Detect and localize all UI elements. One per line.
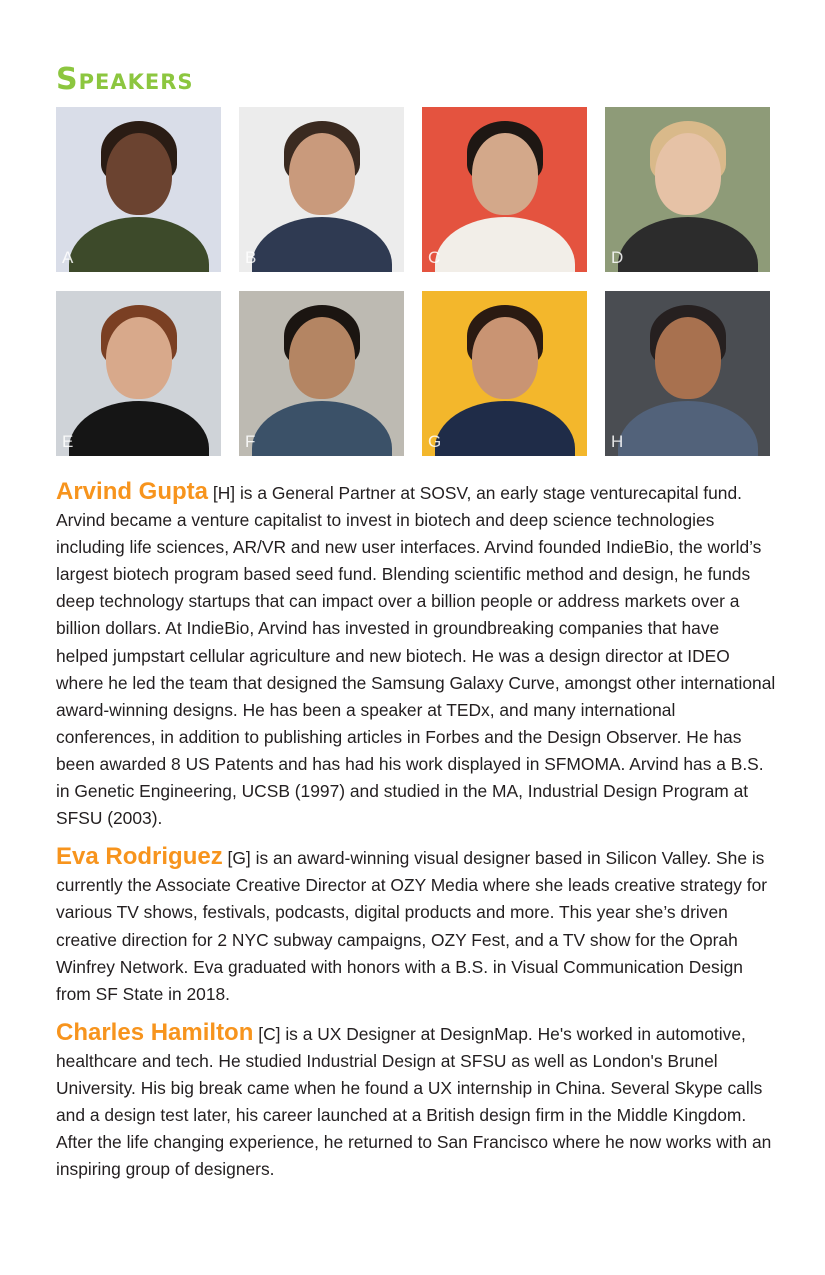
bio-text: is an award-winning visual designer based in Silicon Valley. She is currently the Associate Creative Director at OZY Media where she leads creative strategy for various TV shows, festivals, podcasts, digital products and more. This year she’s driven creative direction for 2 NYC subway campaigns, OZY Fest, and a TV show for the Oprah Winfrey Network. Eva graduated with honors with a B.S. in Visual Communication Design from SF State in 2018. <box>56 848 768 1004</box>
speaker-bios <box>56 478 776 1194</box>
photo-reference: [H] <box>212 483 236 503</box>
bio-text: is a UX Designer at DesignMap. He's worked in automotive, healthcare and tech. He studied Industrial Design at SFSU as well as London's Brunel University. His big break came when he found a UX internship in China. Several Skype calls and a design test later, his career launched at a British design firm in the Middle Kingdom. After the life changing experience, he returned to San Francisco where he now works with an inspiring group of designers. <box>56 1023 772 1180</box>
photo-letter: A <box>62 248 74 267</box>
photo-letter: H <box>611 432 624 451</box>
speaker-name: Eva Rodriguez <box>56 843 223 871</box>
speaker-photo-grid <box>56 107 770 456</box>
speaker-name: Arvind Gupta <box>56 478 209 505</box>
photo-letter: C <box>428 248 441 267</box>
photo-letter: E <box>62 432 74 451</box>
speaker-photo <box>56 291 221 456</box>
photo-letter: G <box>428 432 442 451</box>
speaker-bio <box>56 478 776 832</box>
speaker-photo <box>239 291 404 456</box>
bio-text: is a General Partner at SOSV, an early stage venturecapital fund. Arvind became a venture capitalist to invest in biotech and deep science technologies including life sciences, AR/VR and new user interfaces. Arvind founded IndieBio, the world’s largest biotech program based seed fund. Blending scientific method and design, he funds deep technology startups that can impact over a billion people or address markets over a billion dollars. At IndieBio, Arvind has invested in groundbreaking companies that have helped jumpstart cellular agriculture and new biotech. He was a design director at IDEO where he led the team that designed the Samsung Galaxy Curve, amongst other international award-winning designs. He has been a speaker at TEDx, and many international conferences, in addition to publishing articles in Forbes and the Design Observer. He has been awarded 8 US Patents and has had his work displayed in SFMOMA. Arvind has a B.S. in Genetic Engineering, UCSB (1997) and studied in the MA, Industrial Design Program at SFSU (2003). <box>56 483 776 829</box>
speaker-photo <box>422 107 587 272</box>
page-title: Speakers <box>56 62 194 97</box>
photo-letter: D <box>611 248 624 267</box>
photo-letter: F <box>245 432 256 451</box>
photo-reference: [G] <box>227 848 251 869</box>
speaker-name: Charles Hamilton <box>56 1018 254 1046</box>
photo-letter: B <box>245 248 257 267</box>
speaker-photo <box>239 107 404 272</box>
speaker-photo <box>422 291 587 456</box>
speaker-photo <box>605 291 770 456</box>
photo-reference: [C] <box>258 1023 281 1044</box>
speaker-photo <box>56 107 221 272</box>
speaker-bio <box>56 843 776 1008</box>
speaker-photo <box>605 107 770 272</box>
speaker-bio <box>56 1019 776 1184</box>
